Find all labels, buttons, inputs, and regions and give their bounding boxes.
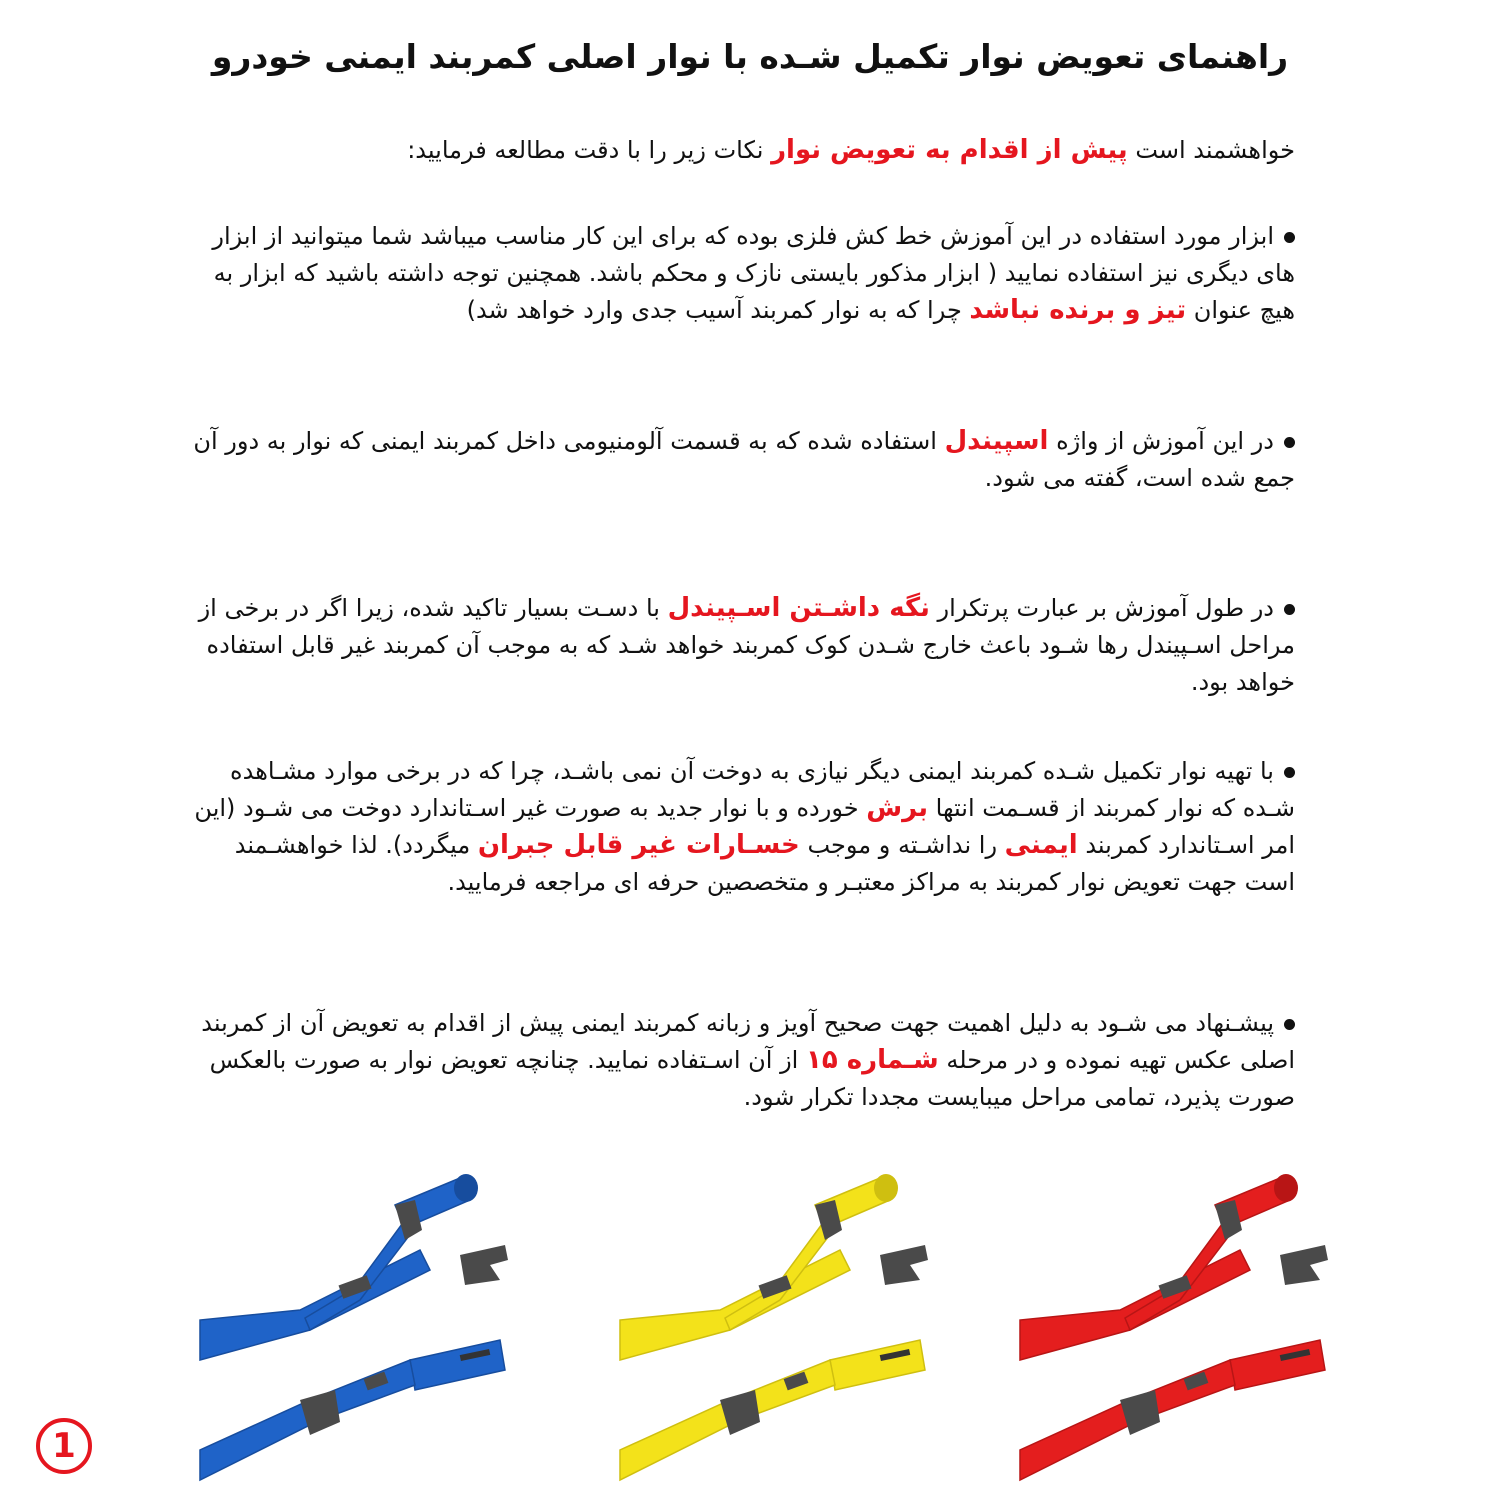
yellow-belt-image	[580, 1160, 940, 1490]
bullet-text: با تهیه نوار تکمیل شـده کمربند ایمنی دیگر نیازی به دوخت آن نمی باشـد، چرا که در برخی موارد مشـاهده شـده که نوار کمربند از قسـمت انتها	[230, 757, 1295, 822]
bullet-dot-icon	[1284, 232, 1295, 243]
lower-roll	[830, 1340, 925, 1390]
upper-strap	[620, 1250, 850, 1360]
page-number: 1	[36, 1418, 92, 1474]
hook-latch-icon	[1280, 1245, 1328, 1285]
intro-highlight: پیش از اقدام به تعویض نوار	[771, 135, 1128, 165]
bullet-text: در این آموزش از واژه	[1048, 427, 1274, 455]
hook-latch-icon	[460, 1245, 508, 1285]
upper-roll-end	[454, 1174, 478, 1202]
page-title: راهنمای تعویض نوار تکمیل شـده با نوار اصلی کمربند ایمنی خودرو	[211, 37, 1289, 76]
bullet-text: میگردد). لذا خواهشـمند است جهت تعویض نوار کمربند به مراکز معتبـر و متخصصین حرفه ای مراجعه فرمایید.	[234, 831, 1295, 896]
upper-strap	[200, 1250, 430, 1360]
bullet-dot-icon	[1284, 604, 1295, 615]
bullet-text: با دسـت بسیار تاکید شده، زیرا اگر در برخی از مراحل اسـپیندل رها شـود باعث خارج شـدن کوک کمربند خواهد شـد که به موجب آن کمربند غیر قابل استفاده خواهد بود.	[198, 594, 1295, 696]
belt-images	[160, 1160, 1340, 1490]
bullet-text: را نداشـته و موجب	[799, 831, 1005, 859]
bullet-text: از آن اسـتفاده نمایید. چنانچه تعویض نوار به صورت بالعکس صورت پذیرد، تمامی مراحل میبایست مجددا تکرار شود.	[209, 1046, 1295, 1111]
bullet-hold-spindle	[185, 590, 1295, 701]
blue-belt-image	[160, 1160, 520, 1490]
lower-anchor-icon	[1120, 1390, 1160, 1435]
bullet-highlight: نگه داشـتن اسـپیندل	[667, 593, 930, 623]
bullet-highlight: خسـارات غیر قابل جبران	[477, 830, 800, 860]
bullet-photo-suggestion	[185, 1005, 1295, 1116]
upper-strap	[1020, 1250, 1250, 1360]
intro-text-post: نکات زیر را با دقت مطالعه فرمایید:	[407, 136, 772, 164]
bullet-highlight: ایمنی	[1004, 830, 1078, 860]
bullet-highlight: شـماره ۱۵	[805, 1045, 939, 1075]
hook-latch-icon	[880, 1245, 928, 1285]
bullet-text: در طول آموزش بر عبارت پرتکرار	[929, 594, 1274, 622]
bullet-highlight: برش	[866, 793, 929, 823]
upper-roll-end	[1274, 1174, 1298, 1202]
bullet-sewing-warning	[185, 753, 1295, 901]
bullet-text: ابزار مورد استفاده در این آموزش خط کش فلزی بوده که برای این کار مناسب میباشد شما میتوانید از ابزار های دیگری نیز استفاده نمایید ( ابزار مذکور بایستی نازک و محکم باشد. همچنین توجه داشته باشید که ابزار به هیچ عنوان	[212, 222, 1295, 324]
upper-roll-end	[874, 1174, 898, 1202]
red-belt-image	[980, 1160, 1340, 1490]
lower-roll	[1230, 1340, 1325, 1390]
bullet-spindle-definition	[185, 423, 1295, 497]
bullet-dot-icon	[1284, 1019, 1295, 1030]
bullet-highlight: اسپیندل	[944, 426, 1049, 456]
bullet-text: خورده و با نوار جدید به صورت غیر اسـتاندارد دوخت می شـود (این امر اسـتاندارد کمربند	[194, 794, 1295, 859]
bullet-dot-icon	[1284, 767, 1295, 778]
intro-text-pre: خواهشمند است	[1127, 136, 1295, 164]
bullet-dot-icon	[1284, 437, 1295, 448]
lower-anchor-icon	[300, 1390, 340, 1435]
bullet-highlight: تیز و برنده نباشد	[969, 295, 1187, 325]
lower-roll	[410, 1340, 505, 1390]
bullet-text: چرا که به نوار کمربند آسیب جدی وارد خواهد شد)	[466, 296, 970, 324]
bullet-text: استفاده شده که به قسمت آلومنیومی داخل کمربند ایمنی که نوار به دور آن جمع شده است، گفته می شود.	[193, 427, 1295, 492]
intro-paragraph	[205, 132, 1295, 169]
bullet-tools	[185, 218, 1295, 329]
bullet-text: پیشـنهاد می شـود به دلیل اهمیت جهت صحیح آویز و زبانه کمربند ایمنی پیش از اقدام به تعویض آن از کمربند اصلی عکس تهیه نموده و در مرحله	[201, 1009, 1295, 1074]
lower-anchor-icon	[720, 1390, 760, 1435]
